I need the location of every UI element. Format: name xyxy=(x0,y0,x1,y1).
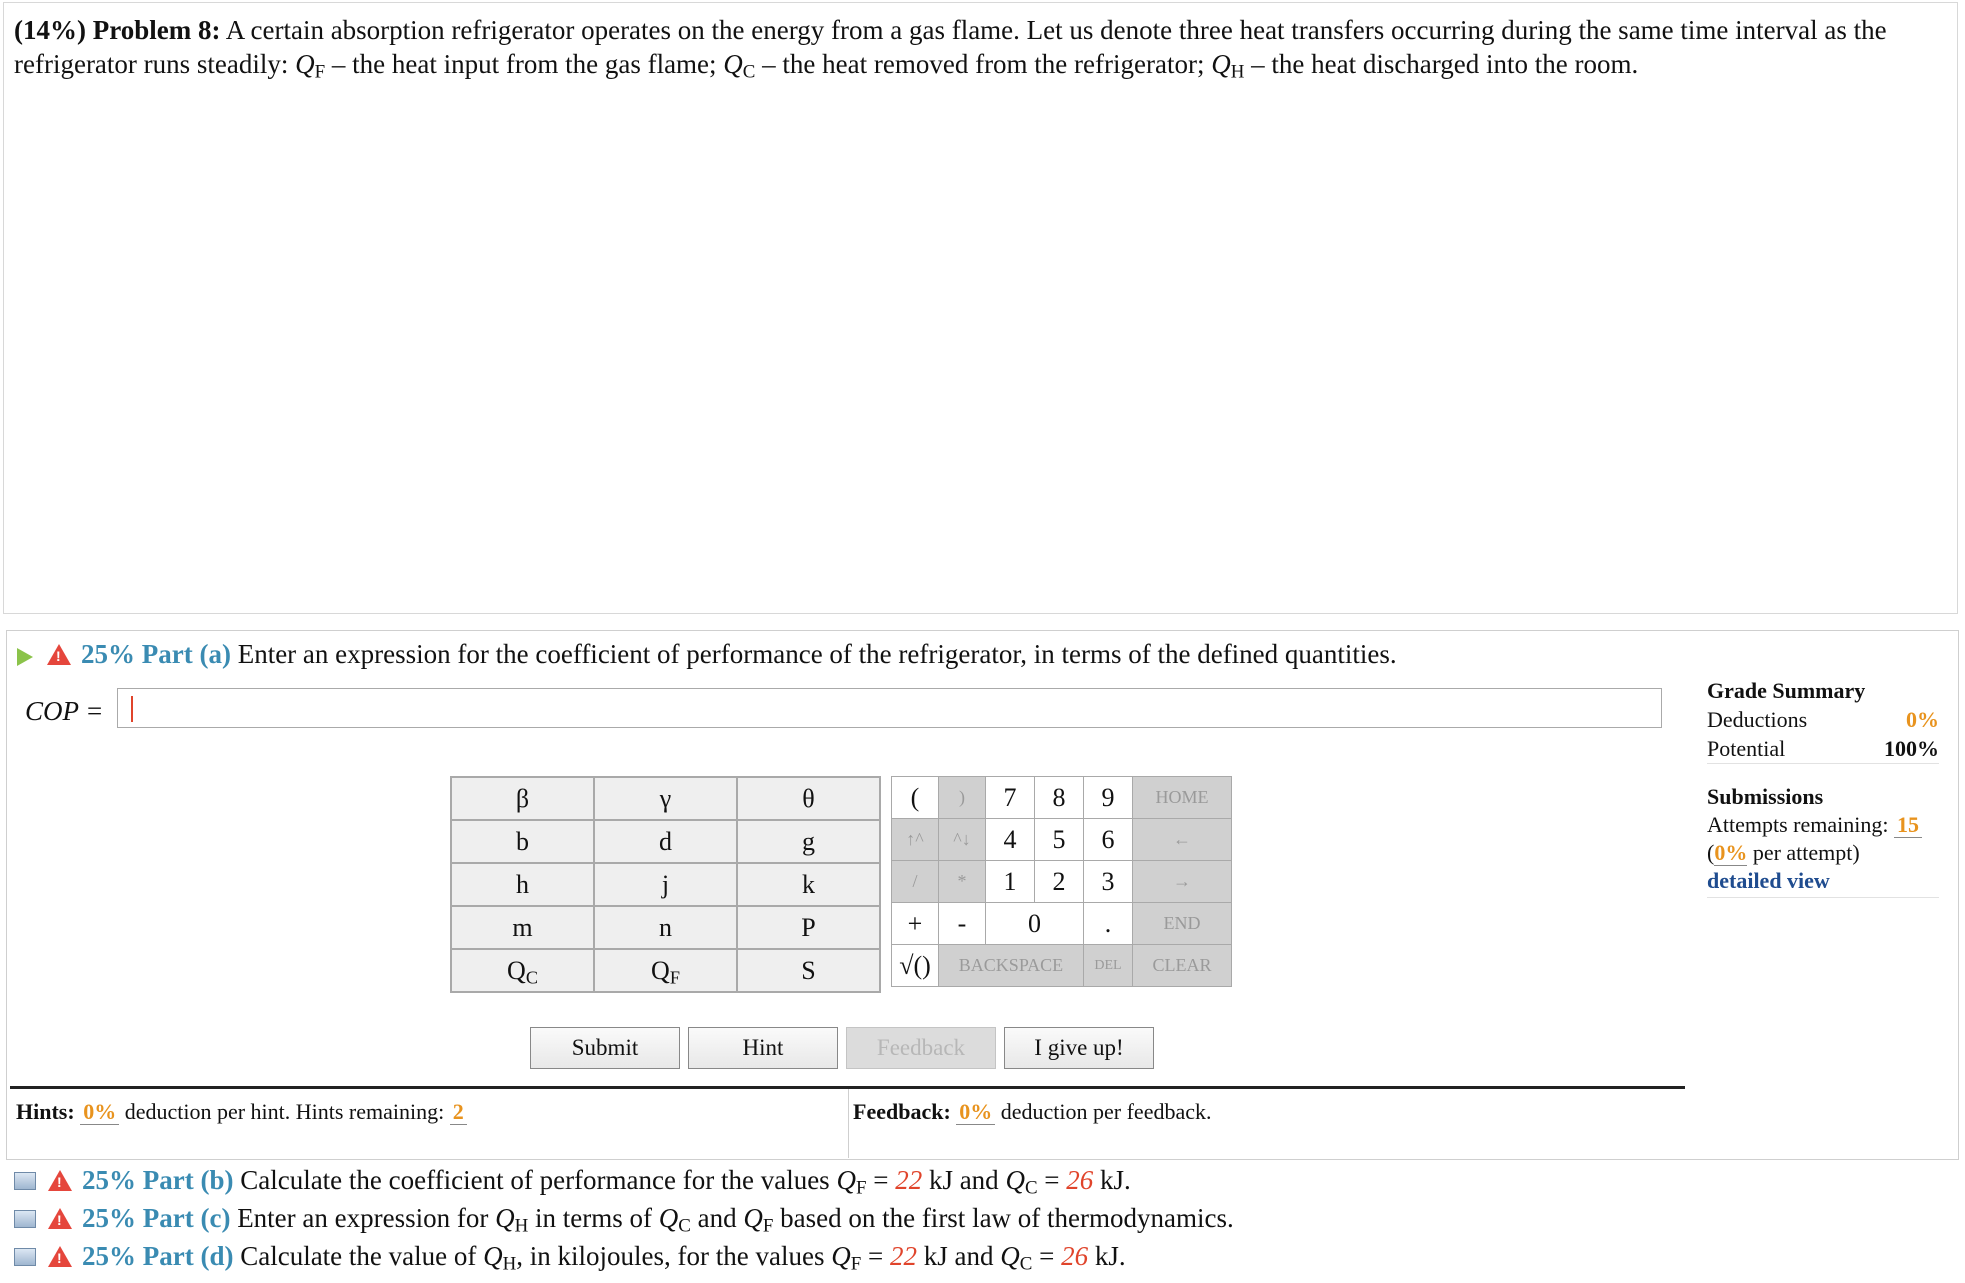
key-multiply[interactable]: * xyxy=(939,861,986,903)
part-d-header[interactable]: !25% Part (d) Calculate the value of $Q_H$, in kilojoules, for the values $Q_F = 22$ kJ and $Q_C = 26$ kJ. xyxy=(14,1241,1126,1272)
problem-statement: (14%) Problem 8: A certain absorption refrigerator operates on the energy from a gas flame. Let us denote three heat transfers occurring during the same time interval as the refrigerator runs steadily: $Q_F$ – the heat input from the gas flame; $Q_C$ – the heat removed from the refrigerator; $Q_H$ – the heat discharged into the room. xyxy=(14,15,1887,83)
key-3[interactable]: 3 xyxy=(1084,861,1133,903)
key-4[interactable]: 4 xyxy=(986,819,1035,861)
key-2[interactable]: 2 xyxy=(1035,861,1084,903)
key-d[interactable]: d xyxy=(594,820,737,863)
key-7[interactable]: 7 xyxy=(986,777,1035,819)
hint-button[interactable]: Hint xyxy=(688,1027,838,1069)
qf-definition: – the heat input from the gas flame; xyxy=(331,49,724,79)
expand-part-c-icon[interactable] xyxy=(14,1210,36,1228)
key-decimal[interactable]: . xyxy=(1084,903,1133,945)
key-gamma[interactable]: γ xyxy=(594,777,737,820)
warning-icon xyxy=(48,1170,72,1191)
key-lower-power[interactable]: ^↓ xyxy=(939,819,986,861)
hint-deduction: 0% xyxy=(80,1099,119,1125)
qh-definition: – the heat discharged into the room. xyxy=(1251,49,1639,79)
text-caret xyxy=(131,696,133,722)
key-end[interactable]: END xyxy=(1133,903,1232,945)
hints-info: Hints: 0% deduction per hint. Hints remaining: 2 xyxy=(16,1099,467,1125)
key-qf[interactable]: $Q_F$ xyxy=(594,949,737,992)
potential-row: Potential 100% xyxy=(1707,734,1939,764)
feedback-button[interactable]: Feedback xyxy=(846,1027,996,1069)
detailed-view-link[interactable]: detailed view xyxy=(1707,868,1830,893)
part-c-header[interactable]: !25% Part (c) Enter an expression for $Q_H$ in terms of $Q_C$ and $Q_F$ based on the first law of thermodynamics. xyxy=(14,1203,1234,1234)
key-0[interactable]: 0 xyxy=(986,903,1084,945)
key-home[interactable]: HOME xyxy=(1133,777,1232,819)
key-plus[interactable]: + xyxy=(892,903,939,945)
warning-icon xyxy=(47,644,71,665)
attempts-info: Attempts remaining: 15 (0% per attempt) detailed view xyxy=(1707,811,1939,895)
problem-label: Problem 8: xyxy=(92,15,221,45)
key-8[interactable]: 8 xyxy=(1035,777,1084,819)
key-j[interactable]: j xyxy=(594,863,737,906)
attempts-remaining: 15 xyxy=(1894,812,1922,838)
problem-text-intro: A certain absorption refrigerator operates on the energy from a gas flame. Let us denote three heat transfers occurring during the same time interval as the refrigerator runs steadily: xyxy=(14,15,1887,79)
key-9[interactable]: 9 xyxy=(1084,777,1133,819)
expand-part-b-icon[interactable] xyxy=(14,1172,36,1190)
key-m[interactable]: m xyxy=(451,906,594,949)
divider xyxy=(848,1089,849,1158)
key-5[interactable]: 5 xyxy=(1035,819,1084,861)
key-close-paren[interactable]: ) xyxy=(939,777,986,819)
qc-definition: – the heat removed from the refrigerator; xyxy=(762,49,1212,79)
key-theta[interactable]: θ xyxy=(737,777,880,820)
key-del[interactable]: DEL xyxy=(1084,945,1133,987)
feedback-info: Feedback: 0% deduction per feedback. xyxy=(853,1099,1212,1124)
warning-icon xyxy=(48,1208,72,1229)
deductions-row: Deductions 0% xyxy=(1707,707,1939,732)
problem-weight: (14%) xyxy=(14,15,86,45)
key-beta[interactable]: β xyxy=(451,777,594,820)
variable-keypad xyxy=(450,776,881,993)
key-open-paren[interactable]: ( xyxy=(892,777,939,819)
key-s[interactable]: S xyxy=(737,949,880,992)
hints-feedback-bar xyxy=(10,1086,1685,1158)
submit-button[interactable]: Submit xyxy=(530,1027,680,1069)
key-left-arrow[interactable]: ← xyxy=(1133,819,1232,861)
feedback-deduction: 0% xyxy=(956,1099,995,1125)
key-6[interactable]: 6 xyxy=(1084,819,1133,861)
key-divide[interactable]: / xyxy=(892,861,939,903)
hints-remaining: 2 xyxy=(450,1099,467,1125)
key-b[interactable]: b xyxy=(451,820,594,863)
warning-icon xyxy=(48,1246,72,1267)
grade-summary: Grade Summary Deductions 0% Potential 100% Submissions Attempts remaining: 15 (0% per attempt) detailed view xyxy=(1707,676,1939,898)
give-up-button[interactable]: I give up! xyxy=(1004,1027,1154,1069)
key-sqrt[interactable]: √() xyxy=(892,945,939,987)
key-h[interactable]: h xyxy=(451,863,594,906)
part-b-header[interactable]: !25% Part (b) Calculate the coefficient of performance for the values $Q_F = 22$ kJ and $Q_C = 26$ kJ. xyxy=(14,1165,1131,1196)
key-k[interactable]: k xyxy=(737,863,880,906)
symbol-q: Q xyxy=(295,49,315,79)
key-g[interactable]: g xyxy=(737,820,880,863)
cop-answer-input[interactable] xyxy=(117,688,1662,728)
key-qc[interactable]: $Q_C$ xyxy=(451,949,594,992)
key-minus[interactable]: - xyxy=(939,903,986,945)
key-raise-power[interactable]: ↑^ xyxy=(892,819,939,861)
problem-panel xyxy=(3,2,1958,614)
key-1[interactable]: 1 xyxy=(986,861,1035,903)
key-backspace[interactable]: BACKSPACE xyxy=(939,945,1084,987)
key-p[interactable]: P xyxy=(737,906,880,949)
part-a-text: Enter an expression for the coefficient of performance of the refrigerator, in terms of the defined quantities. xyxy=(237,639,1397,669)
key-n[interactable]: n xyxy=(594,906,737,949)
part-a-weight: 25% Part (a) xyxy=(81,639,231,669)
part-a-panel xyxy=(6,630,1959,1160)
expand-part-d-icon[interactable] xyxy=(14,1248,36,1266)
key-right-arrow[interactable]: → xyxy=(1133,861,1232,903)
expand-arrow-icon[interactable] xyxy=(17,648,33,666)
operator-keypad xyxy=(891,776,1232,987)
part-a-header xyxy=(17,639,1397,670)
cop-label: COP = xyxy=(25,696,104,726)
key-clear[interactable]: CLEAR xyxy=(1133,945,1232,987)
